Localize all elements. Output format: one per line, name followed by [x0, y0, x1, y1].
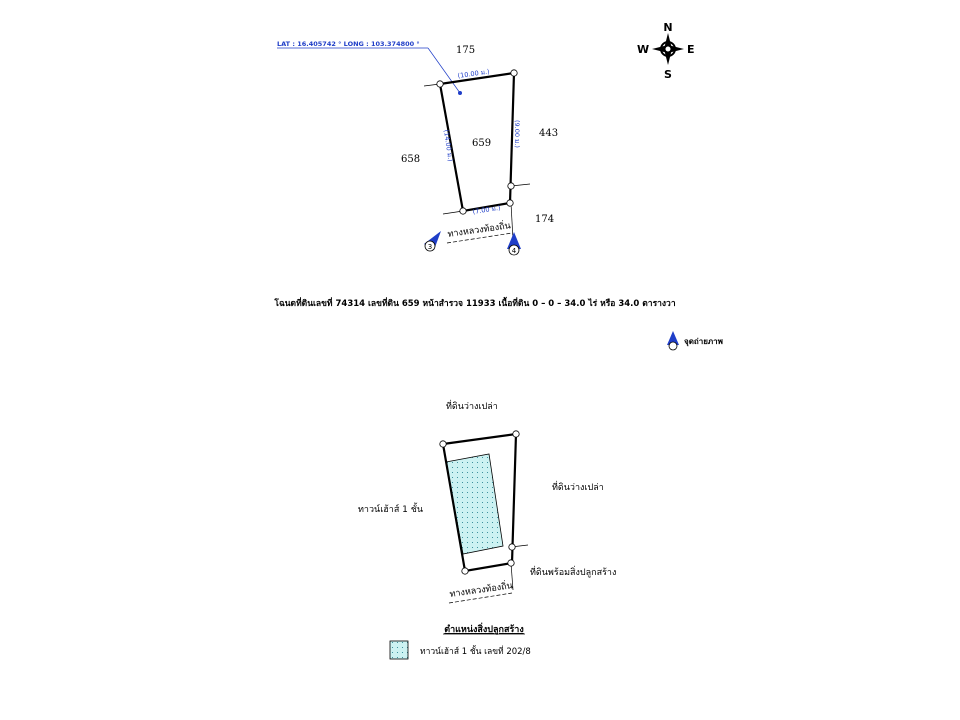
- bottom-west-label: ทาวน์เฮ้าส์ 1 ชั้น: [358, 505, 424, 515]
- compass-east: E: [687, 43, 695, 56]
- legend-photo-label: จุดถ่ายภาพ: [684, 337, 723, 346]
- compass-west: W: [637, 43, 650, 56]
- compass-south: S: [664, 68, 672, 81]
- compass-rose: [637, 21, 695, 81]
- latlong-label: LAT : 16.405742 ° LONG : 103.374800 °: [277, 40, 420, 48]
- neighbor-southeast: 174: [535, 214, 555, 225]
- neighbor-north: 175: [456, 45, 476, 56]
- compass-north: N: [663, 21, 673, 34]
- boundary-extension: [511, 203, 513, 240]
- boundary-marker: [460, 208, 466, 214]
- boundary-marker: [508, 560, 514, 566]
- bottom-north-label: ที่ดินว่างเปล่า: [446, 402, 498, 412]
- compass-center: [666, 47, 671, 52]
- deed-caption: โฉนดที่ดินเลขที่ 74314 เลขที่ดิน 659 หน้าสำรวจ 11933 เนื้อที่ดิน 0 – 0 – 34.0 ไร่ หรือ 34.0 ตารางวา: [274, 299, 676, 309]
- photo-point-legend: [667, 331, 723, 350]
- bottom-southeast-label: ที่ดินพร้อมสิ่งปลูกสร้าง: [530, 568, 617, 578]
- plot-number: 659: [472, 138, 492, 149]
- building-legend-title: ตำแหน่งสิ่งปลูกสร้าง: [444, 625, 524, 635]
- dim-bottom: (7.00 ม.): [472, 203, 501, 216]
- neighbor-west: 658: [401, 154, 421, 165]
- boundary-marker: [462, 568, 468, 574]
- bottom-road-label: ทางหลวงท้องถิ่น: [449, 581, 514, 600]
- neighbor-east: 443: [539, 128, 559, 139]
- bottom-east-label: ที่ดินว่างเปล่า: [552, 483, 604, 493]
- top-plot-map: [277, 40, 558, 255]
- photo-point-4: [507, 232, 521, 255]
- building-swatch: [390, 641, 408, 659]
- dim-top: (10.00 ม.): [457, 67, 491, 80]
- boundary-marker: [511, 70, 517, 76]
- bottom-building-map: [358, 399, 616, 603]
- legend-point-icon: [669, 342, 677, 350]
- boundary-marker: [440, 441, 446, 447]
- boundary-marker: [508, 183, 514, 189]
- building-legend-item: ทาวน์เฮ้าส์ 1 ชั้น เลขที่ 202/8: [420, 647, 531, 657]
- latlong-point: [458, 91, 462, 95]
- boundary-marker: [437, 81, 443, 87]
- boundary-marker: [507, 200, 513, 206]
- photo-point-number: 3: [427, 243, 433, 251]
- boundary-marker: [513, 431, 519, 437]
- photo-point-3: [424, 231, 441, 251]
- dim-right: (9.00 ม.): [513, 120, 521, 148]
- boundary-marker: [509, 544, 515, 550]
- dim-left: (14.00 ม.): [442, 129, 455, 163]
- photo-point-number: 4: [511, 247, 517, 255]
- building-legend: [390, 622, 531, 659]
- road-label: ทางหลวงท้องถิ่น: [447, 221, 512, 240]
- building-footprint: [446, 454, 503, 554]
